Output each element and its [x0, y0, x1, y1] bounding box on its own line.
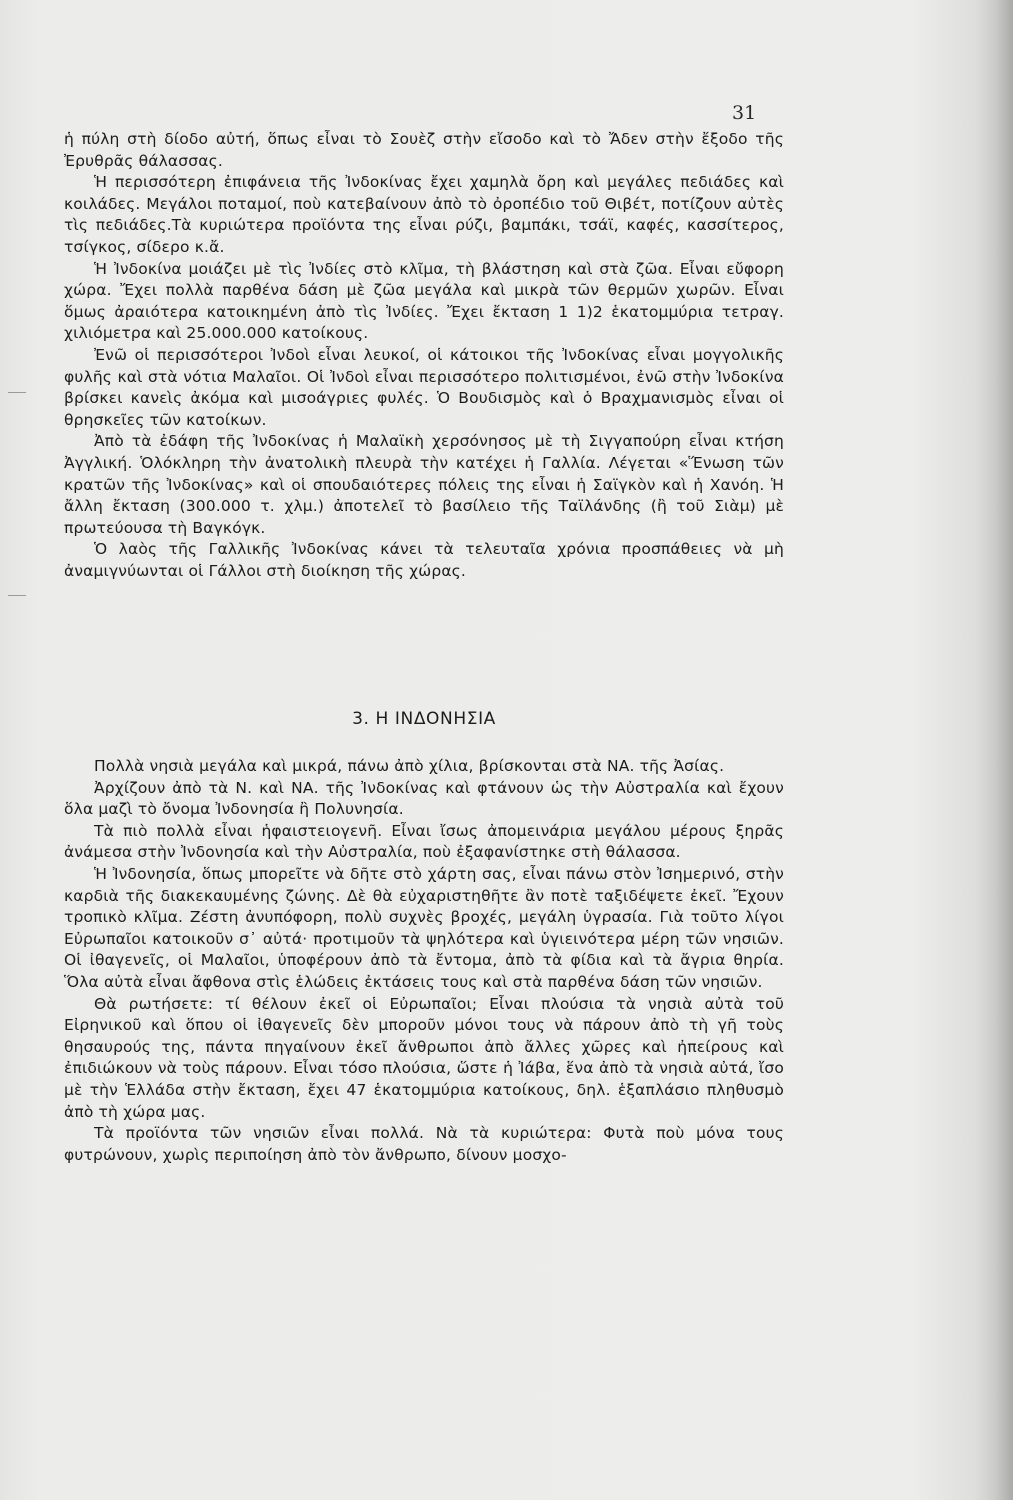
- paragraph: ἡ πύλη στὴ δίοδο αὐτή, ὅπως εἶναι τὸ Σουὲζ στὴν εἴσοδο καὶ τὸ Ἄδεν στὴν ἔξοδο τῆς Ἐρυθρᾶς θάλασσας.: [64, 130, 784, 170]
- page-gutter-shadow: [975, 0, 1013, 1500]
- margin-mark: [8, 392, 26, 393]
- paragraph: Ἀρχίζουν ἀπὸ τὰ Ν. καὶ ΝΑ. τῆς Ἰνδοκίνας καὶ φτάνουν ὡς τὴν Αὐστραλία καὶ ἔχουν ὅλα μαζὶ τὸ ὄνομα Ἰνδονησία ἢ Πολυνησία.: [64, 778, 784, 819]
- section-heading: 3. Η ΙΝΔΟΝΗΣΙΑ: [352, 709, 496, 729]
- text-block-indochina: [64, 129, 784, 582]
- paragraph: Ἡ Ἰνδονησία, ὅπως μπορεῖτε νὰ δῆτε στὸ χάρτη σας, εἶναι πάνω στὸν Ἰσημερινό, στὴν καρδιὰ τῆς διακεκαυμένης ζώνης. Δὲ θὰ εὐχαριστηθῆτε ἂν ποτὲ ταξιδέψετε ἐκεῖ. Ἔχουν τροπικὸ κλῖμα. Ζέστη ἀνυπόφορη, πολὺ συχνὲς βροχές, μεγάλη ὑγρασία. Γιὰ τοῦτο λίγοι Εὐρωπαῖοι κατοικοῦν σ᾽ αὐτά· προτιμοῦν τὰ ψηλότερα καὶ ὑγιεινότερα μέρη τῶν νησιῶν. Οἱ ἰθαγενεῖς, οἱ Μαλαῖοι, ὑποφέρουν ἀπὸ τὰ ἔντομα, ἀπὸ τὰ φίδια καὶ τὰ ἄγρια θηρία. Ὅλα αὐτὰ εἶναι ἄφθονα στὶς ἑλώδεις ἐκτάσεις τους καὶ στὰ παρθένα δάση τῶν νησιῶν.: [64, 864, 784, 991]
- margin-mark: [8, 595, 26, 596]
- paragraph: Ἐνῶ οἱ περισσότεροι Ἰνδοὶ εἶναι λευκοί, οἱ κάτοικοι τῆς Ἰνδοκίνας εἶναι μογγολικῆς φυλῆς καὶ στὰ νότια Μαλαῖοι. Οἱ Ἰνδοὶ εἶναι περισσότερο πολιτισμένοι, ἐνῶ στὴν Ἰνδοκίνα βρίσκει κανεὶς ἀκόμα καὶ μισοάγριες φυλές. Ὁ Βουδισμὸς καὶ ὁ Βραχμανισμὸς εἶναι οἱ θρησκεῖες τῶν κατοίκων.: [64, 345, 784, 429]
- paragraph: Ἀπὸ τὰ ἐδάφη τῆς Ἰνδοκίνας ἡ Μαλαϊκὴ χερσόνησος μὲ τὴ Σιγγαπούρη εἶναι κτήση Ἀγγλική. Ὁλόκληρη τὴν ἀνατολικὴ πλευρὰ τὴν κατέχει ἡ Γαλλία. Λέγεται «Ἕνωση τῶν κρατῶν τῆς Ἰνδοκίνας» καὶ οἱ σπουδαιότερες πόλεις της εἶναι ἡ Σαϊγκὸν καὶ ἡ Χανόη. Ἡ ἄλλη ἔκταση (300.000 τ. χλμ.) ἀποτελεῖ τὸ βασίλειο τῆς Ταϊλάνδης (ἢ τοῦ Σιὰμ) μὲ πρωτεύουσα τὴ Βαγκόγκ.: [64, 432, 784, 537]
- paragraph: Πολλὰ νησιὰ μεγάλα καὶ μικρά, πάνω ἀπὸ χίλια, βρίσκονται στὰ ΝΑ. τῆς Ἀσίας.: [94, 757, 725, 775]
- paragraph: Θὰ ρωτήσετε: τί θέλουν ἐκεῖ οἱ Εὐρωπαῖοι; Εἶναι πλούσια τὰ νησιὰ αὐτὰ τοῦ Εἰρηνικοῦ καὶ ὅπου οἱ ἰθαγενεῖς δὲν μποροῦν μόνοι τους νὰ πάρουν ἀπὸ τὴ γῆ τοὺς θησαυρούς της, πάντα πηγαίνουν ἐκεῖ ἄνθρωποι ἀπὸ ἄλλες χῶρες καὶ ἠπείρους καὶ ἐπιδιώκουν νὰ τοὺς πάρουν. Εἶναι τόσο πλούσια, ὥστε ἡ Ἰάβα, ἕνα ἀπὸ τὰ νησιὰ αὐτά, ἴσο μὲ τὴν Ἑλλάδα στὴν ἔκταση, ἔχει 47 ἑκατομμύρια κατοίκους, δηλ. ἑξαπλάσιο πληθυσμὸ ἀπὸ τὴ χώρα μας.: [64, 994, 784, 1121]
- paragraph: Τὰ προϊόντα τῶν νησιῶν εἶναι πολλά. Νὰ τὰ κυριώτερα: Φυτὰ ποὺ μόνα τους φυτρώνουν, χωρὶς περιποίηση ἀπὸ τὸν ἄνθρωπο, δίνουν μοσχο-: [64, 1124, 784, 1164]
- paragraph: Ἡ Ἰνδοκίνα μοιάζει μὲ τὶς Ἰνδίες στὸ κλῖμα, τὴ βλάστηση καὶ στὰ ζῶα. Εἶναι εὔφορη χώρα. Ἔχει πολλὰ παρθένα δάση μὲ ζῶα μεγάλα καὶ μικρὰ τῶν θερμῶν χωρῶν. Εἶναι ὅμως ἀραιότερα κατοικημένη ἀπὸ τὶς Ἰνδίες. Ἔχει ἔκταση 1 1)2 ἑκατομμύρια τετραγ. χιλιόμετρα καὶ 25.000.000 κατοίκους.: [64, 259, 784, 343]
- text-block-indonesia: [64, 756, 784, 1166]
- paragraph: Ὁ λαὸς τῆς Γαλλικῆς Ἰνδοκίνας κάνει τὰ τελευταῖα χρόνια προσπάθειες νὰ μὴ ἀναμιγνύωνται οἱ Γάλλοι στὴ διοίκηση τῆς χώρας.: [64, 540, 784, 580]
- paragraph: Ἡ περισσότερη ἐπιφάνεια τῆς Ἰνδοκίνας ἔχει χαμηλὰ ὄρη καὶ μεγάλες πεδιάδες καὶ κοιλάδες. Μεγάλοι ποταμοί, ποὺ κατεβαίνουν ἀπὸ τὸ ὀροπέδιο τοῦ Θιβέτ, ποτίζουν αὐτὲς τὶς πεδιάδες.Τὰ κυριώτερα προϊόντα της εἶναι ρύζι, βαμπάκι, τσάϊ, καφές, κασσίτερος, τσίγκος, σίδερο κ.ἄ.: [64, 173, 784, 256]
- page-number: 31: [732, 102, 757, 124]
- paragraph: Τὰ πιὸ πολλὰ εἶναι ἡφαιστειογενῆ. Εἶναι ἴσως ἀπομεινάρια μεγάλου μέρους ξηρᾶς ἀνάμεσα στὴν Ἰνδονησία καὶ τὴν Αὐστραλία, ποὺ ἐξαφανίστηκε στὴ θάλασσα.: [64, 821, 784, 862]
